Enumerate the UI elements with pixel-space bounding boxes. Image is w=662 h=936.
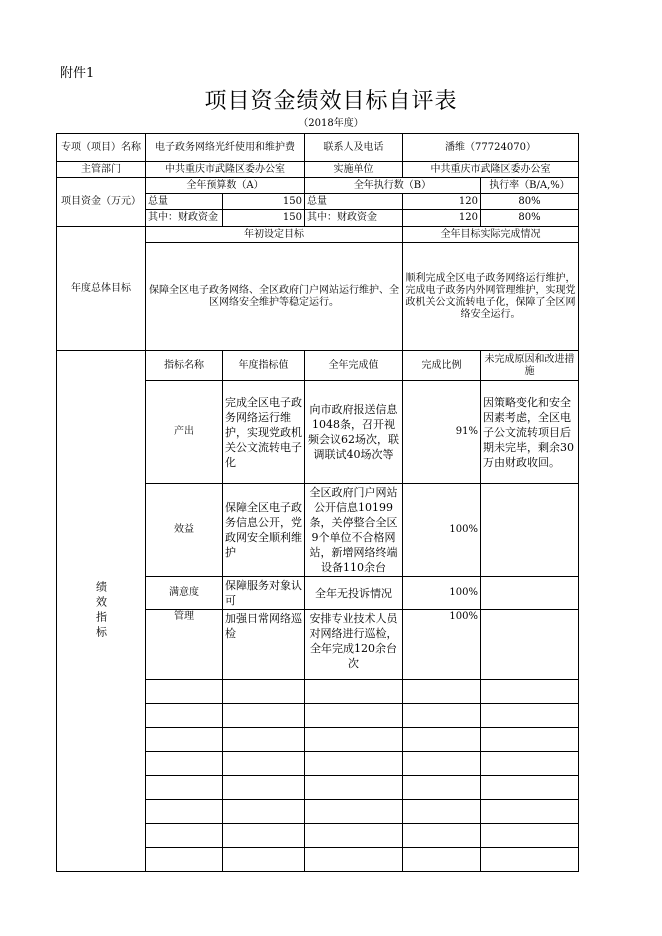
- indicator-target: 保障全区电子政务信息公开，党政网安全顺利维护: [223, 484, 305, 577]
- empty-cell: [403, 680, 481, 704]
- empty-cell: [403, 752, 481, 776]
- empty-cell: [146, 680, 223, 704]
- empty-cell: [305, 824, 403, 848]
- funds-label: 项目资金（万元）: [57, 178, 146, 227]
- indicator-name: 产出: [146, 381, 223, 484]
- empty-cell: [403, 824, 481, 848]
- exec-header: 全年执行数（B）: [305, 178, 481, 194]
- col-reason: 未完成原因和改进措施: [481, 351, 579, 381]
- empty-cell: [481, 728, 579, 752]
- indicator-reason: [481, 484, 579, 577]
- empty-cell: [481, 704, 579, 728]
- indicator-target: 加强日常网络巡检: [223, 610, 305, 680]
- total-budget: 150: [223, 194, 305, 210]
- indicator-name: 效益: [146, 484, 223, 577]
- empty-cell: [146, 752, 223, 776]
- empty-cell: [403, 776, 481, 800]
- empty-cell: [403, 728, 481, 752]
- empty-cell: [146, 728, 223, 752]
- empty-cell: [305, 680, 403, 704]
- empty-cell: [223, 728, 305, 752]
- indicator-ratio: 100%: [403, 484, 481, 577]
- empty-cell: [403, 848, 481, 872]
- indicator-actual: 全区政府门户网站公开信息10199条，关停整合全区9个单位不合格网站，新增网络终端设备110余台: [305, 484, 403, 577]
- indicators-label: 绩效指标: [94, 581, 108, 641]
- empty-cell: [403, 704, 481, 728]
- empty-cell: [223, 776, 305, 800]
- empty-cell: [403, 800, 481, 824]
- indicator-target: 保障服务对象认可: [223, 577, 305, 610]
- total-exec: 120: [403, 194, 481, 210]
- fiscal-budget: 150: [223, 210, 305, 227]
- unit-label: 实施单位: [305, 162, 403, 178]
- indicator-actual: 安排专业技术人员对网络进行巡检，全年完成120余台次: [305, 610, 403, 680]
- empty-cell: [481, 752, 579, 776]
- fiscal-label: 其中：财政资金: [146, 210, 223, 227]
- empty-cell: [481, 800, 579, 824]
- annual-goal-label: 年度总体目标: [57, 227, 146, 351]
- indicator-name: 管理: [146, 610, 223, 680]
- empty-cell: [223, 752, 305, 776]
- contact-value: 潘维（77724070）: [403, 134, 579, 162]
- empty-cell: [146, 800, 223, 824]
- indicator-ratio: 91%: [403, 381, 481, 484]
- empty-cell: [305, 728, 403, 752]
- total-exec-label: 总量: [305, 194, 403, 210]
- empty-cell: [223, 824, 305, 848]
- project-name-label: 专项（项目）名称: [57, 134, 146, 162]
- unit-value: 中共重庆市武隆区委办公室: [403, 162, 579, 178]
- indicator-name: 满意度: [146, 577, 223, 610]
- empty-cell: [146, 776, 223, 800]
- plan-text: 保障全区电子政务网络、全区政府门户网站运行维护、全区网络安全维护等稳定运行。: [146, 243, 403, 351]
- annex-label: 附件1: [60, 66, 95, 81]
- col-target: 年度指标值: [223, 351, 305, 381]
- empty-cell: [146, 848, 223, 872]
- empty-cell: [223, 680, 305, 704]
- evaluation-table: [56, 133, 579, 872]
- page-title: 项目资金绩效目标自评表: [204, 89, 458, 114]
- col-ratio: 完成比例: [403, 351, 481, 381]
- empty-cell: [305, 752, 403, 776]
- fiscal-rate: 80%: [481, 210, 579, 227]
- empty-cell: [146, 824, 223, 848]
- project-name: 电子政务网络光纤使用和维护费: [146, 134, 305, 162]
- indicator-ratio: 100%: [403, 577, 481, 610]
- empty-cell: [146, 704, 223, 728]
- budget-header: 全年预算数（A）: [146, 178, 305, 194]
- indicator-actual: 全年无投诉情况: [305, 577, 403, 610]
- empty-cell: [223, 800, 305, 824]
- empty-cell: [305, 848, 403, 872]
- empty-cell: [481, 824, 579, 848]
- contact-label: 联系人及电话: [305, 134, 403, 162]
- rate-header: 执行率（B/A,%）: [481, 178, 579, 194]
- empty-cell: [305, 704, 403, 728]
- indicators-label-cell: [57, 351, 146, 872]
- fiscal-exec-label: 其中：财政资金: [305, 210, 403, 227]
- empty-cell: [481, 848, 579, 872]
- indicator-reason: [481, 610, 579, 680]
- indicator-actual: 向市政府报送信息1048条，召开视频会议62场次，联调联试40场次等: [305, 381, 403, 484]
- actual-header: 全年目标实际完成情况: [403, 227, 579, 243]
- report-year: （2018年度）: [298, 118, 364, 129]
- empty-cell: [481, 680, 579, 704]
- col-actual: 全年完成值: [305, 351, 403, 381]
- total-label: 总量: [146, 194, 223, 210]
- empty-cell: [305, 800, 403, 824]
- total-rate: 80%: [481, 194, 579, 210]
- indicator-reason: [481, 577, 579, 610]
- empty-cell: [305, 776, 403, 800]
- fiscal-exec: 120: [403, 210, 481, 227]
- indicator-target: 完成全区电子政务网络运行维护，实现党政机关公文流转电子化: [223, 381, 305, 484]
- empty-cell: [223, 704, 305, 728]
- dept-label: 主管部门: [57, 162, 146, 178]
- actual-text: 顺利完成全区电子政务网络运行维护，完成电子政务内外网管理维护，实现党政机关公文流转电子化，保障了全区网络安全运行。: [403, 243, 579, 351]
- indicator-reason: 因策略变化和安全因素考虑，全区电子公文流转项目后期未完毕，剩余30万由财政收回。: [481, 381, 579, 484]
- dept-value: 中共重庆市武隆区委办公室: [146, 162, 305, 178]
- empty-cell: [481, 776, 579, 800]
- plan-header: 年初设定目标: [146, 227, 403, 243]
- indicator-ratio: 100%: [403, 610, 481, 680]
- col-indicator-name: 指标名称: [146, 351, 223, 381]
- empty-cell: [223, 848, 305, 872]
